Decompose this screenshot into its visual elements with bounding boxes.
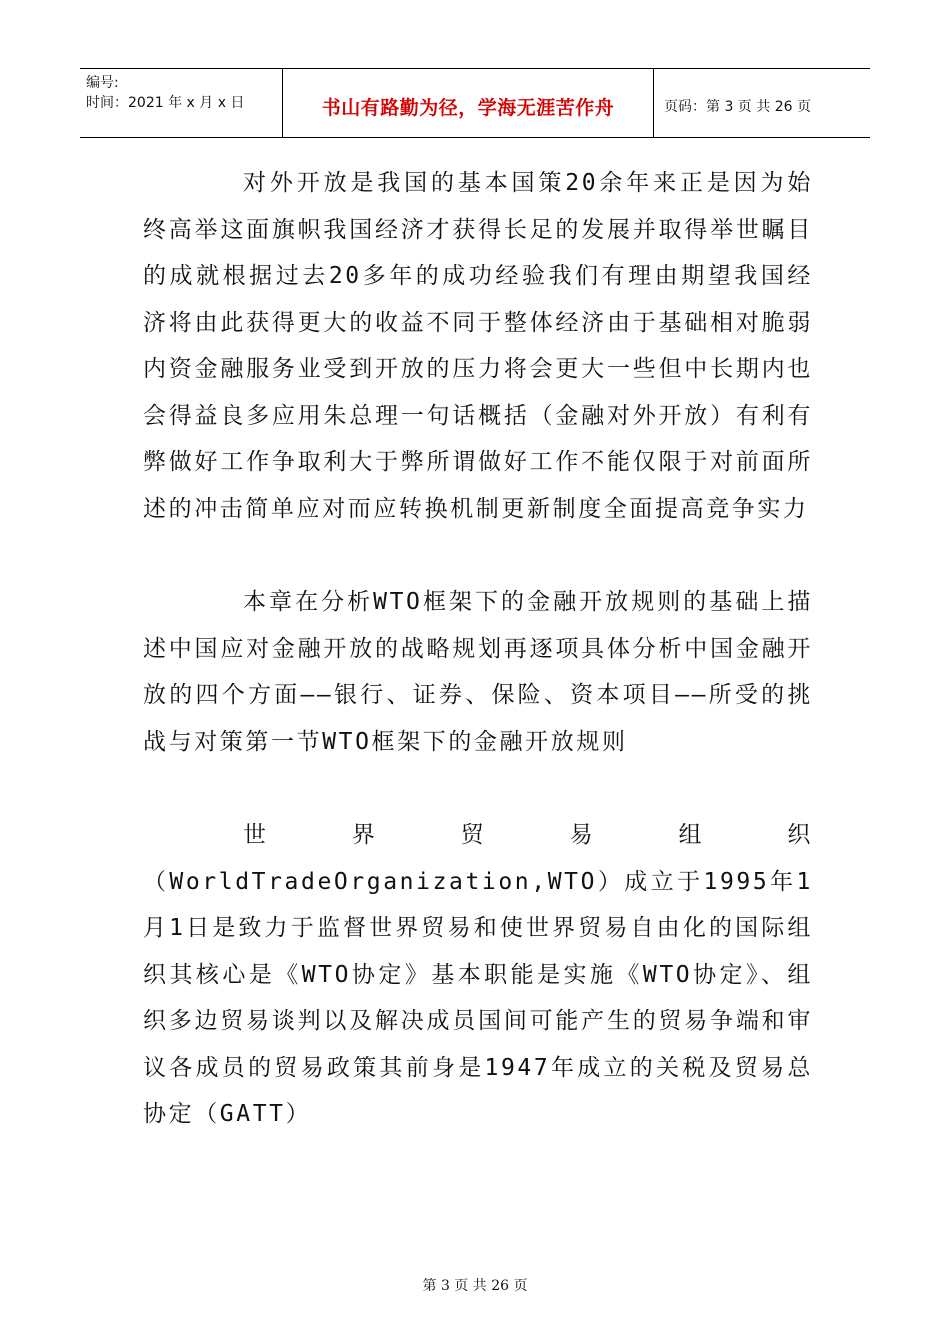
paragraph-wto-intro: 世界贸易组织（WorldTradeOrganization,WTO）成立于1995年1月1日是致力于监督世界贸易和使世界贸易自由化的国际组织其核心是《WTO协定》基本职能是实施《WTO协定》、组织多边贸易谈判以及解决成员国间可能产生的贸易争端和审议各成员的贸易政策其前身是1947年成立的关税及贸易总协定（GATT）: [143, 822, 813, 1127]
footer-page-number: 第 3 页 共 26 页: [422, 1278, 528, 1294]
document-time-label: 时间：2021 年 x 月 x 日: [86, 95, 245, 111]
paragraph-chapter-overview: 本章在分析WTO框架下的金融开放规则的基础上描述中国应对金融开放的战略规划再逐项具体分析中国金融开放的四个方面——银行、证券、保险、资本项目——所受的挑战与对策第一节WTO框架下的金融开放规则: [143, 589, 813, 755]
page-header: [80, 68, 870, 138]
paragraph-opening-policy: 对外开放是我国的基本国策20余年来正是因为始终高举这面旗帜我国经济才获得长足的发展并取得举世瞩目的成就根据过去20多年的成功经验我们有理由期望我国经济将由此获得更大的收益不同于整体经济由于基础相对脆弱内资金融服务业受到开放的压力将会更大一些但中长期内也会得益良多应用朱总理一句话概括（金融对外开放）有利有弊做好工作争取利大于弊所谓做好工作不能仅限于对前面所述的冲击简单应对而应转换机制更新制度全面提高竞争实力: [143, 170, 813, 522]
header-meta-cell: [80, 69, 283, 137]
document-body: [143, 160, 813, 1138]
page-footer: [0, 1275, 950, 1295]
document-number-label: 编号:: [86, 75, 119, 91]
header-motto-cell: [283, 69, 654, 137]
header-page-label: 页码：第 3 页 共 26 页: [664, 99, 811, 115]
motto-text: 书山有路勤为径，学海无涯苦作舟: [321, 96, 615, 119]
header-page-cell: [654, 69, 870, 137]
